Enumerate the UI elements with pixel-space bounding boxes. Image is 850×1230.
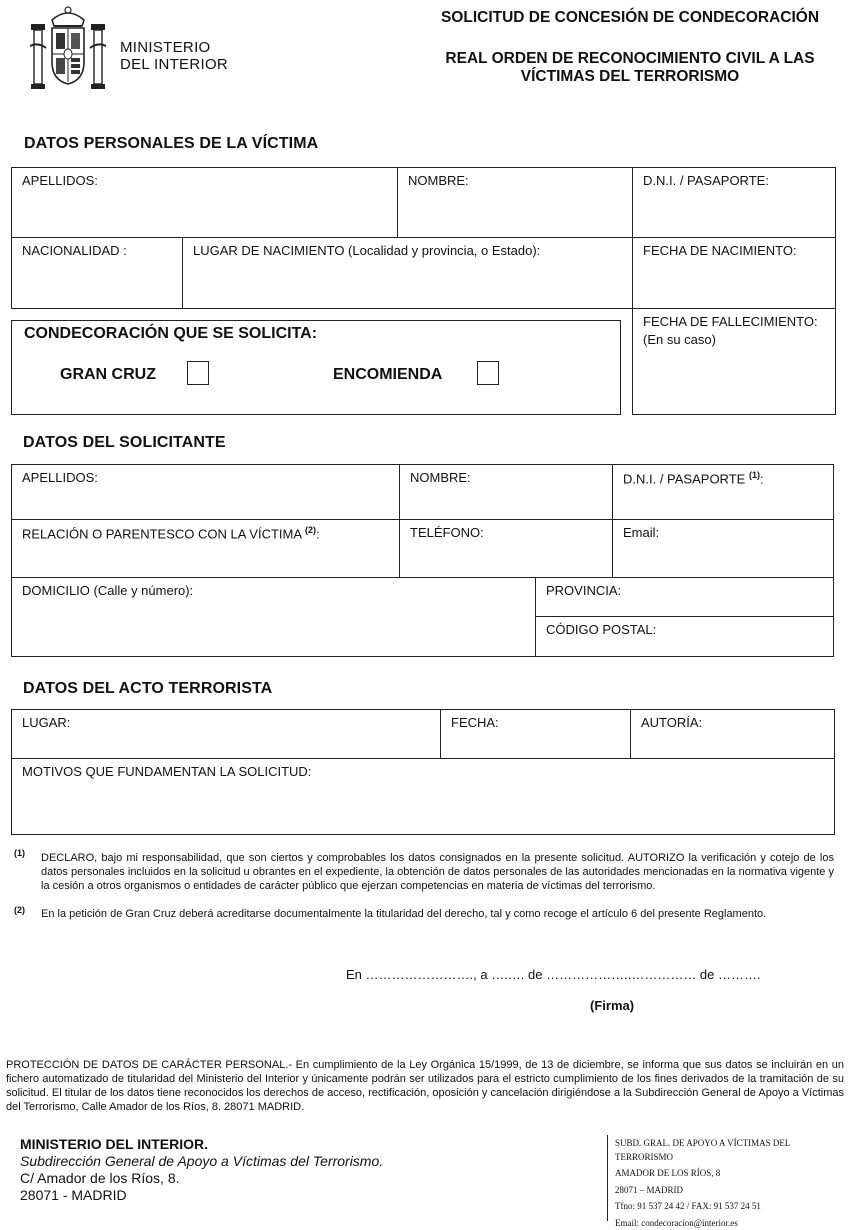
applicant-relacion-field[interactable] <box>11 519 399 577</box>
encomienda-checkbox[interactable] <box>477 361 499 385</box>
act-motivos-field[interactable] <box>11 758 835 835</box>
victim-fecha-nacimiento-label: FECHA DE NACIMIENTO: <box>643 243 797 258</box>
relacion-footnote-ref: (2) <box>305 525 316 535</box>
applicant-nombre-label: NOMBRE: <box>410 470 471 485</box>
act-autoria-label: AUTORÍA: <box>641 715 702 730</box>
footer-divider <box>607 1135 608 1221</box>
applicant-telefono-field[interactable] <box>399 519 612 577</box>
place-date-line[interactable]: En ……………………., a ….…. de ………………..…………… de ………. <box>346 967 761 982</box>
footer-subdirection: Subdirección General de Apoyo a Víctimas del Terrorismo. <box>20 1153 383 1170</box>
victim-nombre-field[interactable] <box>397 167 632 237</box>
footnote-1-mark: (1) <box>14 848 25 858</box>
victim-apellidos-label: APELLIDOS: <box>22 173 98 188</box>
victim-section-title: DATOS PERSONALES DE LA VÍCTIMA <box>24 135 318 153</box>
contact-line-5: Tfno: 91 537 24 42 / FAX: 91 537 24 51 <box>615 1200 845 1214</box>
victim-dni-label: D.N.I. / PASAPORTE: <box>643 173 769 188</box>
applicant-codigo-postal-label: CÓDIGO POSTAL: <box>546 622 656 637</box>
footer-city: 28071 - MADRID <box>20 1187 383 1204</box>
applicant-email-label: Email: <box>623 525 659 540</box>
applicant-provincia-label: PROVINCIA: <box>546 583 621 598</box>
contact-line-6[interactable]: Email: condecoracion@interior.es <box>615 1217 845 1230</box>
footer-contact-block <box>615 1137 845 1230</box>
fecha-fallecimiento-line1: FECHA DE FALLECIMIENTO: <box>643 313 836 331</box>
footnote-1-text: DECLARO, bajo mi responsabilidad, que son ciertos y comprobables los datos consignados en la presente solicitud. AUTORIZO la verificación y cotejo de los datos personales incluidos en la solicitud u obrantes en el expediente, la obtención de datos personales de las autoridades mencionadas en la normativa vigente y la cesión a otros organismos o entidades de carácter público que ejerzan competencias en materia de víctimas del terrorismo. <box>41 851 834 893</box>
victim-lugar-nacimiento-field[interactable] <box>182 237 632 309</box>
act-motivos-label: MOTIVOS QUE FUNDAMENTAN LA SOLICITUD: <box>22 764 311 779</box>
contact-line-3: AMADOR DE LOS RÍOS, 8 <box>615 1167 845 1181</box>
applicant-apellidos-field[interactable] <box>11 464 399 519</box>
act-autoria-field[interactable] <box>630 709 835 758</box>
encomienda-label: ENCOMIENDA <box>333 366 442 384</box>
applicant-telefono-label: TELÉFONO: <box>410 525 484 540</box>
title-line3: VÍCTIMAS DEL TERRORISMO <box>420 68 840 86</box>
footer-address <box>20 1136 383 1204</box>
applicant-provincia-field[interactable] <box>535 577 834 616</box>
applicant-dni-label: D.N.I. / PASAPORTE <box>623 471 745 486</box>
applicant-nombre-field[interactable] <box>399 464 612 519</box>
victim-fecha-nacimiento-field[interactable] <box>632 237 836 309</box>
gran-cruz-checkbox[interactable] <box>187 361 209 385</box>
victim-nacionalidad-field[interactable] <box>11 237 182 309</box>
contact-line-2: TERRORISMO <box>615 1151 845 1165</box>
applicant-codigo-postal-field[interactable] <box>535 616 834 657</box>
footnote-2-text: En la petición de Gran Cruz deberá acreditarse documentalmente la titularidad del derecho, tal y como recoge el artículo 6 del presente Reglamento. <box>41 907 834 921</box>
act-lugar-field[interactable] <box>11 709 440 758</box>
ministry-logo-line1: MINISTERIO <box>120 39 228 56</box>
applicant-relacion-suffix: : <box>316 526 320 541</box>
footer-street: C/ Amador de los Ríos, 8. <box>20 1170 383 1187</box>
applicant-domicilio-field[interactable] <box>11 577 535 657</box>
victim-nacionalidad-label: NACIONALIDAD : <box>22 243 127 258</box>
act-lugar-label: LUGAR: <box>22 715 70 730</box>
ministry-logo-text <box>120 39 228 73</box>
act-fecha-label: FECHA: <box>451 715 499 730</box>
applicant-dni-suffix: : <box>760 471 764 486</box>
victim-lugar-nacimiento-label: LUGAR DE NACIMIENTO (Localidad y provincia, o Estado): <box>193 243 540 258</box>
victim-dni-field[interactable] <box>632 167 836 237</box>
contact-line-4: 28071 – MADRID <box>615 1184 845 1198</box>
coat-of-arms-icon <box>24 4 112 92</box>
ministry-logo-line2: DEL INTERIOR <box>120 56 228 73</box>
applicant-relacion-label: RELACIÓN O PARENTESCO CON LA VÍCTIMA <box>22 526 301 541</box>
dni-footnote-ref: (1) <box>749 470 760 480</box>
footnote-2-mark: (2) <box>14 905 25 915</box>
form-subtitle <box>420 50 840 86</box>
fecha-fallecimiento-line2: (En su caso) <box>643 331 836 349</box>
form-title <box>420 9 840 27</box>
firma-label: (Firma) <box>590 998 634 1013</box>
act-fecha-field[interactable] <box>440 709 630 758</box>
victim-nombre-label: NOMBRE: <box>408 173 469 188</box>
victim-fecha-fallecimiento-label <box>632 307 836 349</box>
contact-line-1: SUBD. GRAL. DE APOYO A VÍCTIMAS DEL <box>615 1137 845 1151</box>
title-line1: SOLICITUD DE CONCESIÓN DE CONDECORACIÓN <box>420 9 840 27</box>
data-protection-notice: PROTECCIÓN DE DATOS DE CARÁCTER PERSONAL.- En cumplimiento de la Ley Orgánica 15/1999, de 13 de diciembre, se informa que sus datos se incluirán en un fichero automatizado de titularidad del Ministerio del Interior y únicamente podrán ser utilizados para el estricto cumplimiento de los fines derivados de la tramitación de su solicitud. El titular de los datos tiene reconocidos los derechos de acceso, rectificación, oposición y cancelación dirigiéndose a la Subdirección General de Apoyo a Víctimas del Terrorismo, Calle Amador de los Ríos, 8. 28071 MADRID. <box>6 1058 844 1114</box>
gran-cruz-label: GRAN CRUZ <box>60 366 156 384</box>
act-section-title: DATOS DEL ACTO TERRORISTA <box>23 680 272 698</box>
applicant-dni-field[interactable] <box>612 464 834 519</box>
applicant-email-field[interactable] <box>612 519 834 577</box>
decoration-title: CONDECORACIÓN QUE SE SOLICITA: <box>24 325 317 343</box>
title-line2: REAL ORDEN DE RECONOCIMIENTO CIVIL A LAS <box>420 50 840 68</box>
applicant-section-title: DATOS DEL SOLICITANTE <box>23 434 226 452</box>
applicant-apellidos-label: APELLIDOS: <box>22 470 98 485</box>
applicant-domicilio-label: DOMICILIO (Calle y número): <box>22 583 193 598</box>
victim-apellidos-field[interactable] <box>11 167 397 237</box>
footer-ministry: MINISTERIO DEL INTERIOR. <box>20 1136 383 1153</box>
